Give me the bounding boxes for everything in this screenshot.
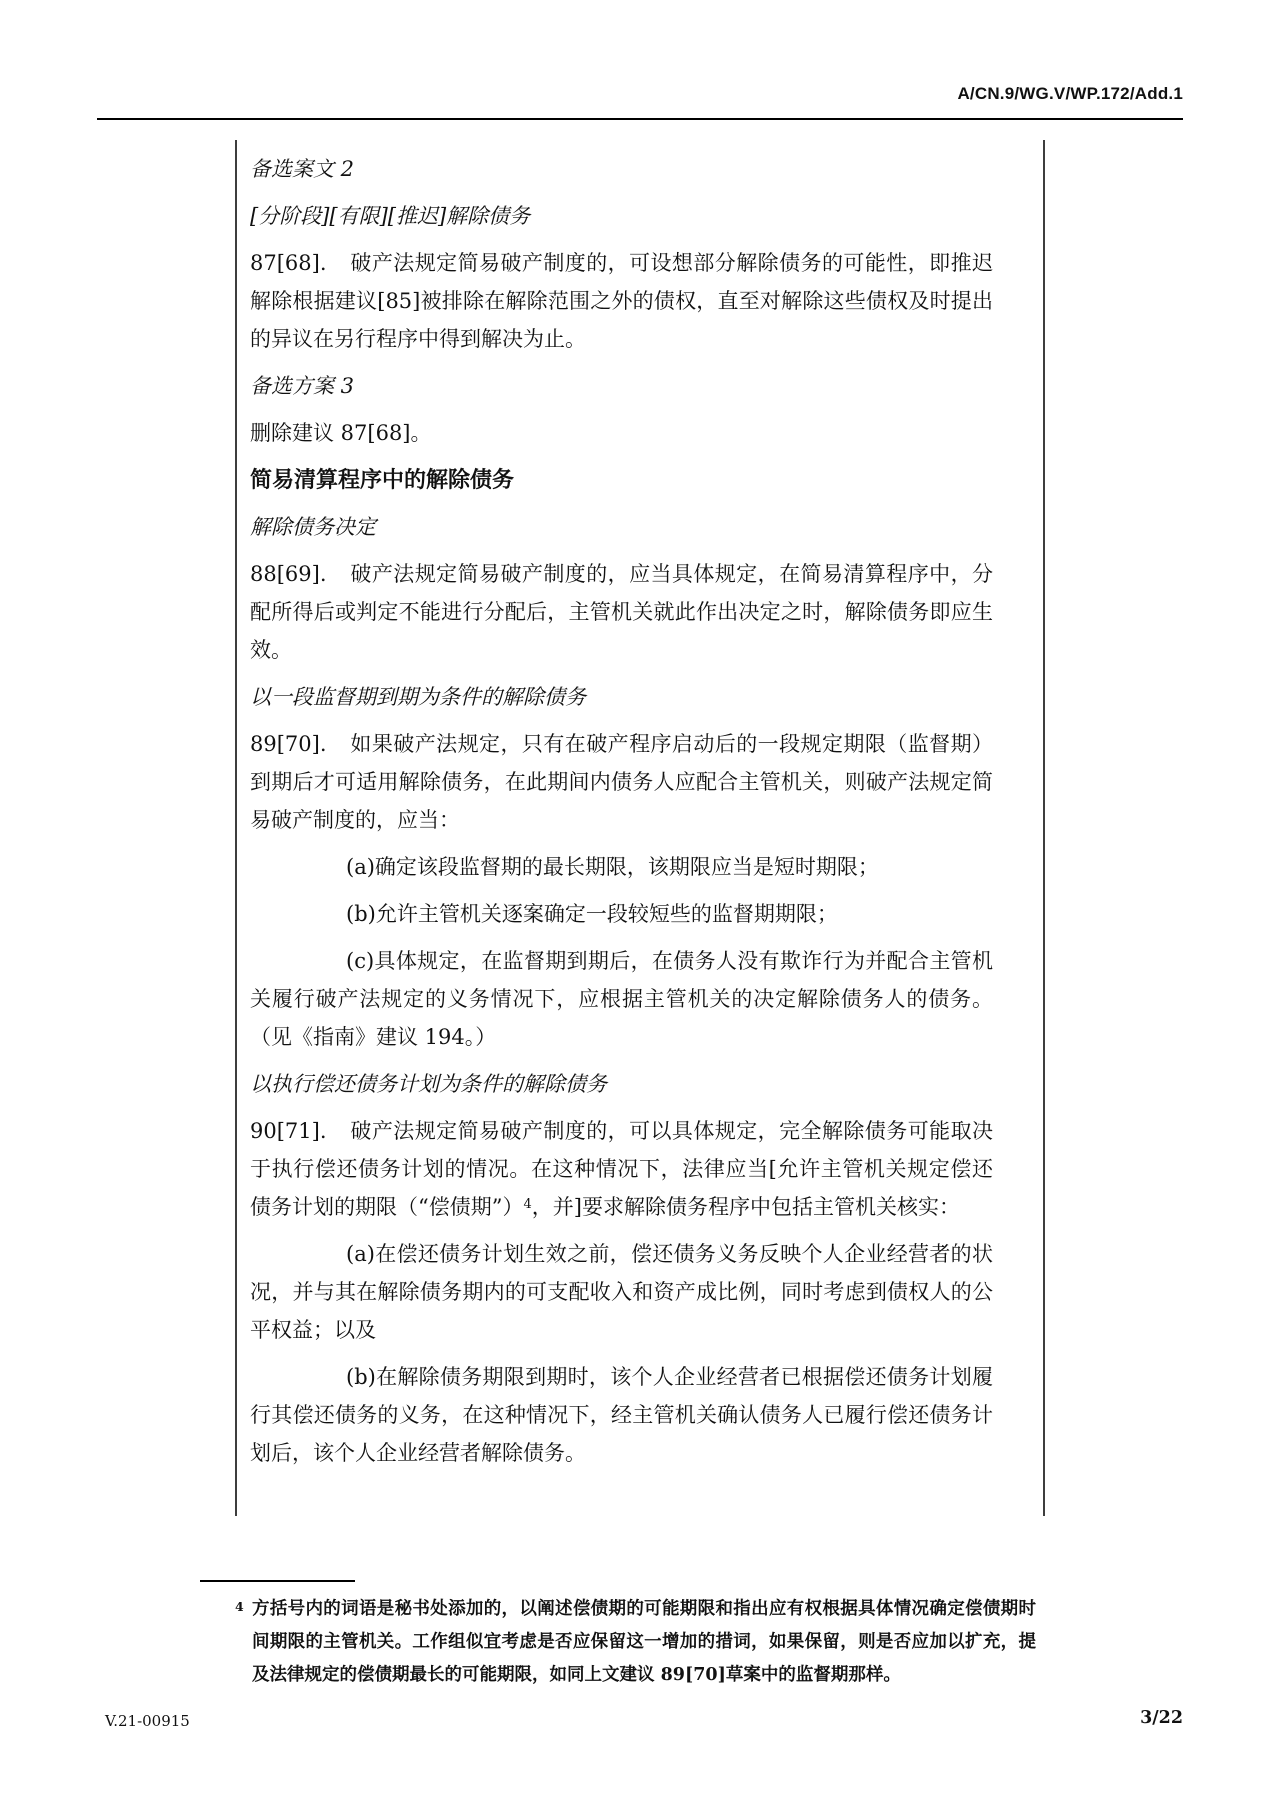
para-number: 87[68]. [250,251,327,275]
para-text-before-ref: 破产法规定简易破产制度的，可以具体规定，完全解除债务可能取决于执行偿还债务计划的情况。在这种情况下，法律应当[允许主管机关规定偿还债务计划的期限（“偿债期”） [250,1119,993,1219]
item-marker: (a) [346,1242,375,1266]
footnote-reference-4: 4 [523,1197,532,1212]
item-marker: (b) [346,1365,376,1389]
para-90-71 [250,1112,993,1226]
para-text: 破产法规定简易破产制度的，可设想部分解除债务的可能性，即推迟解除根据建议[85]被排除在解除范围之外的债权，直至对解除这些债权及时提出的异议在另行程序中得到解决为止。 [250,251,993,351]
recommendations-quote-box [235,140,1045,1516]
job-number: V.21-00915 [105,1712,190,1730]
item-89-c [250,942,993,1056]
para-89-70 [250,725,993,839]
item-text: 在偿还债务计划生效之前，偿还债务义务反映个人企业经营者的状况，并与其在解除债务期内的可支配收入和资产成比例，同时考虑到债权人的公平权益；以及 [250,1242,993,1342]
para-87-68 [250,244,993,358]
item-90-a [250,1235,993,1349]
alt-text-2-heading: 备选案文 2 [250,157,355,181]
alt-option-3-heading: 备选方案 3 [250,374,355,398]
discharge-decision-heading: 解除债务决定 [250,515,376,539]
footnote-marker: 4 [235,1599,244,1614]
para-number: 90[71]. [250,1119,327,1143]
doc-symbol: A/CN.9/WG.V/WP.172/Add.1 [957,84,1183,103]
footnote-text: 方括号内的词语是秘书处添加的，以阐述偿债期的可能期限和指出应有权根据具体情况确定偿债期时间期限的主管机关。工作组似宜考虑是否应保留这一增加的措词，如果保留，则是否应加以扩充，提及法律规定的偿债期最长的可能期限，如同上文建议 89[70]草案中的监督期那样。 [252,1599,1036,1685]
repayment-plan-heading: 以执行偿还债务计划为条件的解除债务 [250,1072,607,1096]
item-text: 确定该段监督期的最长期限，该期限应当是短时期限； [374,855,879,879]
staged-limited-deferred-discharge-heading: [分阶段][有限][推迟]解除债务 [250,204,531,228]
item-90-b [250,1358,993,1472]
item-text: 在解除债务期限到期时，该个人企业经营者已根据偿还债务计划履行其偿还债务的义务，在这种情况下，经主管机关确认债务人已履行偿还债务计划后，该个人企业经营者解除债务。 [250,1365,993,1465]
delete-recommendation-line: 删除建议 87[68]。 [250,421,432,445]
para-text-after-ref: ，并]要求解除债务程序中包括主管机关核实： [531,1195,960,1219]
para-number: 88[69]. [250,562,327,586]
monitoring-period-heading: 以一段监督期到期为条件的解除债务 [250,685,586,709]
item-marker: (a) [346,855,375,879]
section-heading-discharge-in-simplified-liquidation: 简易清算程序中的解除债务 [250,467,515,493]
item-text: 允许主管机关逐案确定一段较短些的监督期期限； [375,902,838,926]
para-text: 如果破产法规定，只有在破产程序启动后的一段规定期限（监督期）到期后才可适用解除债务，在此期间内债务人应配合主管机关，则破产法规定简易破产制度的，应当： [250,732,993,832]
para-text: 破产法规定简易破产制度的，应当具体规定，在简易清算程序中，分配所得后或判定不能进行分配后，主管机关就此作出决定之时，解除债务即应生效。 [250,562,993,662]
item-marker: (c) [346,949,375,973]
para-88-69 [250,555,993,669]
footnote-separator [200,1580,355,1582]
item-marker: (b) [346,902,376,926]
footnote-4 [235,1593,1036,1692]
header-rule [97,118,1183,120]
page-number: 3/22 [1140,1708,1183,1728]
item-text: 具体规定，在监督期到期后，在债务人没有欺诈行为并配合主管机关履行破产法规定的义务情况下，应根据主管机关的决定解除债务人的债务。（见《指南》建议 194。） [250,949,993,1049]
item-89-a [250,848,993,886]
para-number: 89[70]. [250,732,327,756]
item-89-b [250,895,993,933]
